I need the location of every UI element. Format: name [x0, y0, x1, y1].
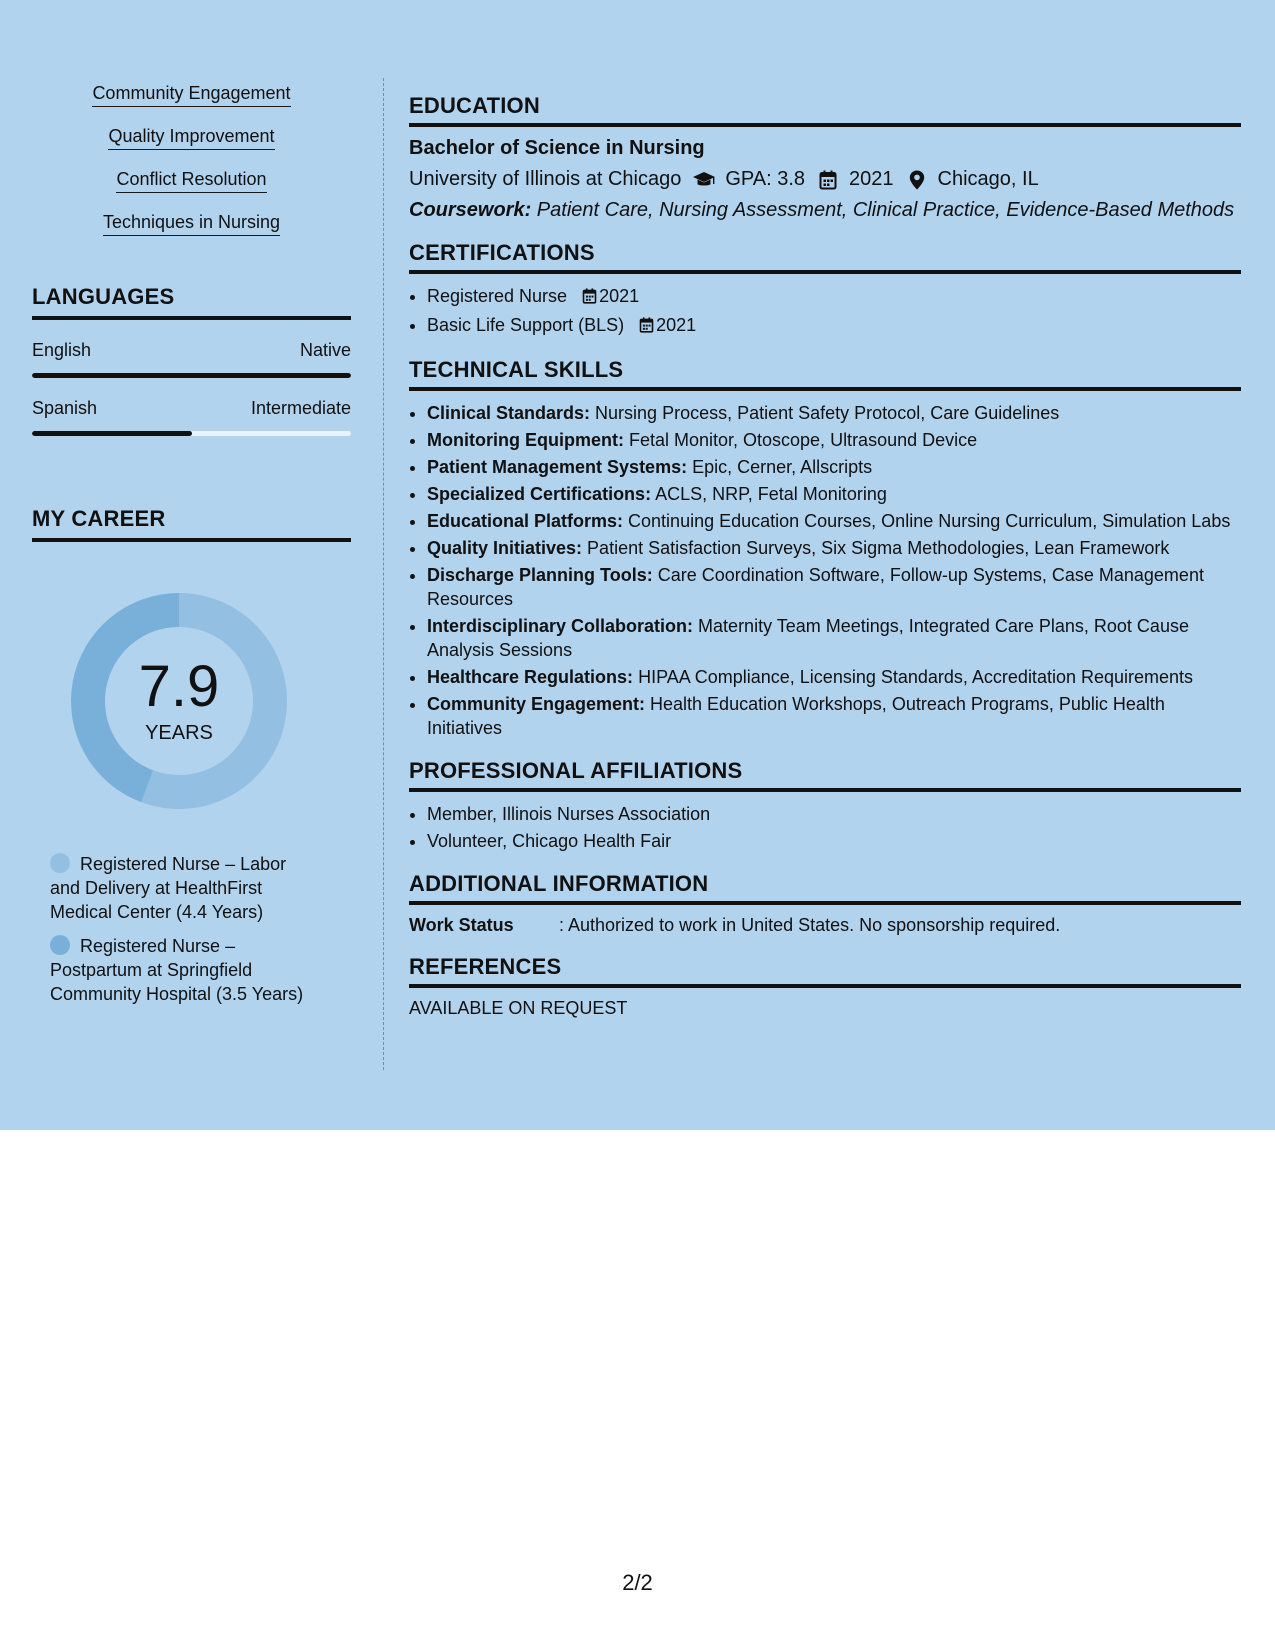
coursework-value: Patient Care, Nursing Assessment, Clinical Practice, Evidence-Based Methods [531, 199, 1235, 221]
career-title: MY CAREER [32, 506, 351, 542]
education-details [409, 168, 1241, 191]
degree-name: Bachelor of Science in Nursing [409, 137, 705, 159]
graduation-year: 2021 [849, 168, 894, 190]
skill-label: Interdisciplinary Collaboration: [427, 616, 694, 636]
language-level: Intermediate [250, 398, 351, 418]
coursework-label: Coursework: [409, 199, 532, 221]
page-number: 2/2 [622, 1570, 653, 1595]
language-item [32, 398, 351, 436]
skill-item [427, 614, 1241, 662]
skill-tag: Community Engagement [92, 82, 290, 107]
certifications-section [409, 240, 1241, 339]
affiliations-section [409, 758, 1241, 853]
skill-tag: Conflict Resolution [116, 168, 266, 193]
work-status-row [409, 915, 1241, 936]
skill-tag: Techniques in Nursing [103, 211, 280, 236]
skill-value: Maternity Team Meetings, Integrated Care Plans, Root Cause Analysis Sessions [427, 616, 1189, 660]
language-proficiency-fill [32, 373, 351, 378]
calendar-icon [815, 170, 841, 190]
skill-item [427, 665, 1241, 689]
gpa: GPA: 3.8 [725, 168, 806, 190]
section-title: ADDITIONAL INFORMATION [409, 871, 1241, 905]
graduation-cap-icon [691, 170, 717, 190]
career-total-unit: YEARS [145, 721, 213, 744]
skill-label: Patient Management Systems: [427, 457, 688, 477]
skill-value: Patient Satisfaction Surveys, Six Sigma Methodologies, Lean Framework [582, 538, 1170, 558]
certification-item [427, 313, 1241, 339]
section-title: CERTIFICATIONS [409, 240, 1241, 274]
language-proficiency-fill [32, 431, 192, 436]
skill-value: ACLS, NRP, Fetal Monitoring [651, 484, 887, 504]
language-level: Native [299, 340, 351, 360]
additional-info-section [409, 871, 1241, 936]
skill-label: Discharge Planning Tools: [427, 565, 653, 585]
references-section [409, 954, 1241, 1019]
skill-item [427, 563, 1241, 611]
skill-item [427, 692, 1241, 740]
map-pin-icon [904, 170, 930, 190]
skill-value: Fetal Monitor, Otoscope, Ultrasound Device [623, 430, 978, 450]
affiliation-item: • Volunteer, Chicago Health Fair [427, 829, 1241, 853]
affiliation-item: • Member, Illinois Nurses Association [427, 802, 1241, 826]
language-item [32, 340, 351, 378]
section-title: TECHNICAL SKILLS [409, 357, 1241, 391]
certification-name: Basic Life Support (BLS) [427, 315, 625, 335]
skill-value: Care Coordination Software, Follow-up Systems, Case Management Resources [427, 565, 1204, 609]
legend-dot-icon [50, 935, 70, 955]
skill-item [427, 428, 1241, 452]
language-proficiency-bar [32, 431, 351, 436]
right-column [409, 93, 1241, 1037]
skill-value: Epic, Cerner, Allscripts [687, 457, 873, 477]
skill-item [427, 401, 1241, 425]
references-value: AVAILABLE ON REQUEST [409, 998, 628, 1018]
section-title: REFERENCES [409, 954, 1241, 988]
calendar-icon [582, 286, 597, 310]
technical-skills-section [409, 357, 1241, 740]
left-column [32, 82, 351, 1016]
skill-label: Specialized Certifications: [427, 484, 652, 504]
section-title: PROFESSIONAL AFFILIATIONS [409, 758, 1241, 792]
skill-value: HIPAA Compliance, Licensing Standards, Accreditation Requirements [633, 667, 1194, 687]
skill-label: Educational Platforms: [427, 511, 624, 531]
skill-label: Clinical Standards: [427, 403, 591, 423]
language-name: English [32, 340, 92, 360]
career-donut-chart [64, 586, 294, 816]
section-title: EDUCATION [409, 93, 1241, 127]
career-legend-label: Registered Nurse – Postpartum at Springfield Community Hospital (3.5 Years) [50, 936, 304, 1004]
skill-item [427, 536, 1241, 560]
school-location: Chicago, IL [937, 168, 1039, 190]
skill-item [427, 509, 1241, 533]
certification-year: 2021 [599, 286, 640, 306]
career-legend-item [50, 852, 310, 924]
certification-name: Registered Nurse [427, 286, 568, 306]
work-status-value: : Authorized to work in United States. No sponsorship required. [559, 915, 1061, 935]
career-legend-label: Registered Nurse – Labor and Delivery at HealthFirst Medical Center (4.4 Years) [50, 854, 287, 922]
skill-label: Healthcare Regulations: [427, 667, 634, 687]
certification-year: 2021 [656, 315, 697, 335]
skill-value: Nursing Process, Patient Safety Protocol, Care Guidelines [590, 403, 1060, 423]
skill-tag: Quality Improvement [108, 125, 274, 150]
column-divider [383, 78, 384, 1070]
skill-tags [32, 82, 351, 254]
skill-item [427, 455, 1241, 479]
calendar-icon [639, 315, 654, 339]
career-legend-item [50, 934, 310, 1006]
skill-value: Continuing Education Courses, Online Nursing Curriculum, Simulation Labs [623, 511, 1231, 531]
education-section [409, 93, 1241, 222]
skill-label: Quality Initiatives: [427, 538, 583, 558]
certification-item [427, 284, 1241, 310]
skill-label: Community Engagement: [427, 694, 646, 714]
languages-title: LANGUAGES [32, 284, 351, 320]
skill-item [427, 482, 1241, 506]
career-legend [32, 852, 351, 1006]
legend-dot-icon [50, 853, 70, 873]
language-proficiency-bar [32, 373, 351, 378]
language-name: Spanish [32, 398, 98, 418]
skill-value: Health Education Workshops, Outreach Programs, Public Health Initiatives [427, 694, 1165, 738]
coursework [409, 199, 1241, 222]
work-status-label: Work Status [409, 915, 514, 935]
skill-label: Monitoring Equipment: [427, 430, 624, 450]
career-total-value: 7.9 [138, 653, 220, 719]
school-name: University of Illinois at Chicago [409, 168, 682, 190]
